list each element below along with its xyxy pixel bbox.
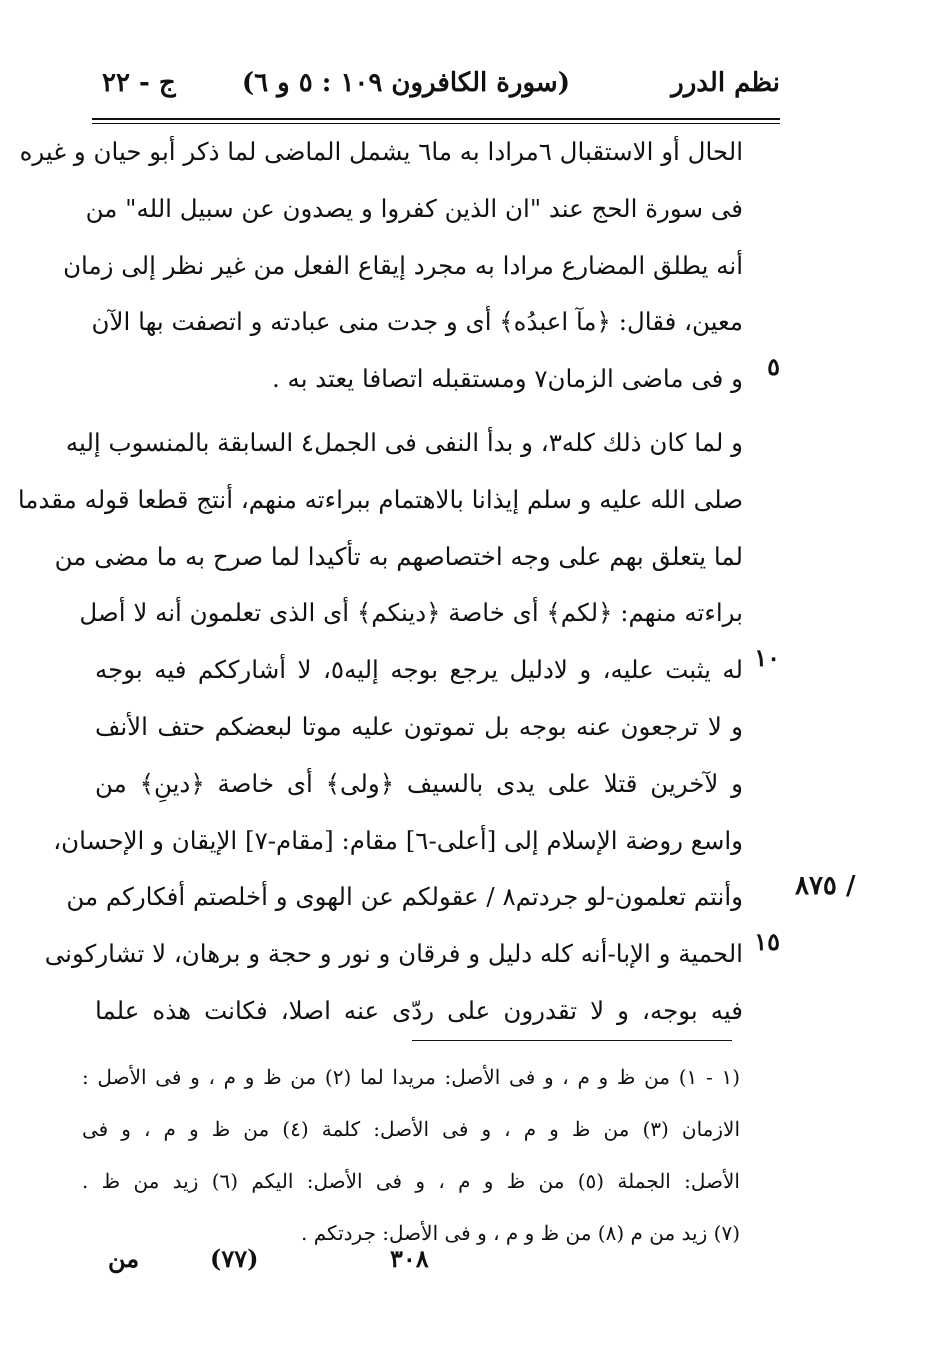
- footnote-rule: [412, 1040, 732, 1041]
- text-line: و فى ماضى الزمان٧ ومستقبله اتصافا يعتد به .: [271, 364, 743, 394]
- text-line: و لا ترجعون عنه بوجه بل تموتون عليه موتا لبعضكم حتف الأنف: [95, 711, 743, 741]
- footnote-line: (٧) زيد من م (٨) من ظ و م ، و فى الأصل: جردتكم .: [301, 1221, 740, 1245]
- text-line: فيه بوجه، و لا تقدرون على ردّى عنه اصلا، فكانت هذه علما: [95, 995, 743, 1025]
- header-rule-thick: [92, 118, 780, 120]
- text-line: فى سورة الحج عند "ان الذين كفروا و يصدون عن سبيل الله" من: [85, 193, 743, 223]
- text-line: و لما كان ذلك كله٣، و بدأ النفى فى الجمل٤ السابقة بالمنسوب إليه: [65, 427, 743, 457]
- text-line: واسع روضة الإسلام إلى [أعلى-٦] مقام: [مقام-٧] الإيقان و الإحسان،: [53, 825, 743, 855]
- manuscript-folio-note: ٨٧٥ /: [795, 871, 856, 901]
- footnote-line: (١ - ١) من ظ و م ، و فى الأصل: مريدا لما (٢) من ظ و م ، و فى الأصل :: [82, 1065, 740, 1089]
- text-line: لما يتعلق بهم على وجه اختصاصهم به تأكيدا لما صرح به ما مضى من: [54, 541, 743, 571]
- text-line: صلى الله عليه و سلم إيذانا بالاهتمام ببراءته منهم، أنتج قطعا قوله مقدما: [17, 484, 743, 514]
- footnote-line: الازمان (٣) من ظ و م ، و فى الأصل: كلمة (٤) من ظ و م ، و فى: [82, 1117, 741, 1141]
- line-number: ١٠: [754, 643, 780, 672]
- header-surah: (سورة الكافرون ١٠٩ : ٥ و ٦): [241, 68, 570, 98]
- footnote-line: الأصل: الجملة (٥) من ظ و م ، و فى الأصل: اليكم (٦) زيد من ظ .: [82, 1169, 740, 1193]
- text-line: أنه يطلق المضارع مرادا به مجرد إيقاع الفعل من غير نظر إلى زمان: [63, 250, 743, 280]
- text-line: و لآخرين قتلا على يدى بالسيف ﴿ولى﴾ أى خاصة ﴿دينِ﴾ من: [95, 768, 743, 798]
- signature-mark: (٧٧): [210, 1244, 259, 1273]
- line-number: ١٥: [754, 927, 780, 956]
- text-line: له يثبت عليه، و لادليل يرجع بوجه إليه٥، لا أشارككم فيه بوجه: [95, 655, 743, 685]
- footnotes: [82, 1051, 740, 1259]
- page-number: ٣٠٨: [390, 1244, 429, 1273]
- page-footer: [100, 1244, 740, 1284]
- text-line: الحال أو الاستقبال ٦مرادا به ما٦ يشمل الماضى لما ذكر أبو حيان و غيره: [19, 137, 743, 166]
- line-number: ٥: [767, 352, 780, 381]
- header-book-title: نظم الدرر: [671, 68, 780, 98]
- text-line: الحمية و الإبا-أنه كله دليل و فرقان و نور و حجة و برهان، لا تشاركونى: [44, 939, 743, 969]
- text-line: وأنتم تعلمون-لو جردتم٨ / عقولكم عن الهوى و أخلصتم أفكاركم من: [66, 882, 743, 912]
- main-text: [17, 124, 743, 1040]
- text-line: معين، فقال: ﴿مآ اعبدُه﴾ أى و جدت منى عبادته و اتصفت بها الآن: [91, 307, 743, 337]
- running-header: [92, 62, 780, 108]
- header-volume: ج - ٢٢: [102, 68, 176, 98]
- catchword: من: [108, 1244, 140, 1273]
- text-line: براءته منهم: ﴿لكم﴾ أى خاصة ﴿دينكم﴾ أى الذى تعلمون أنه لا أصل: [79, 598, 743, 628]
